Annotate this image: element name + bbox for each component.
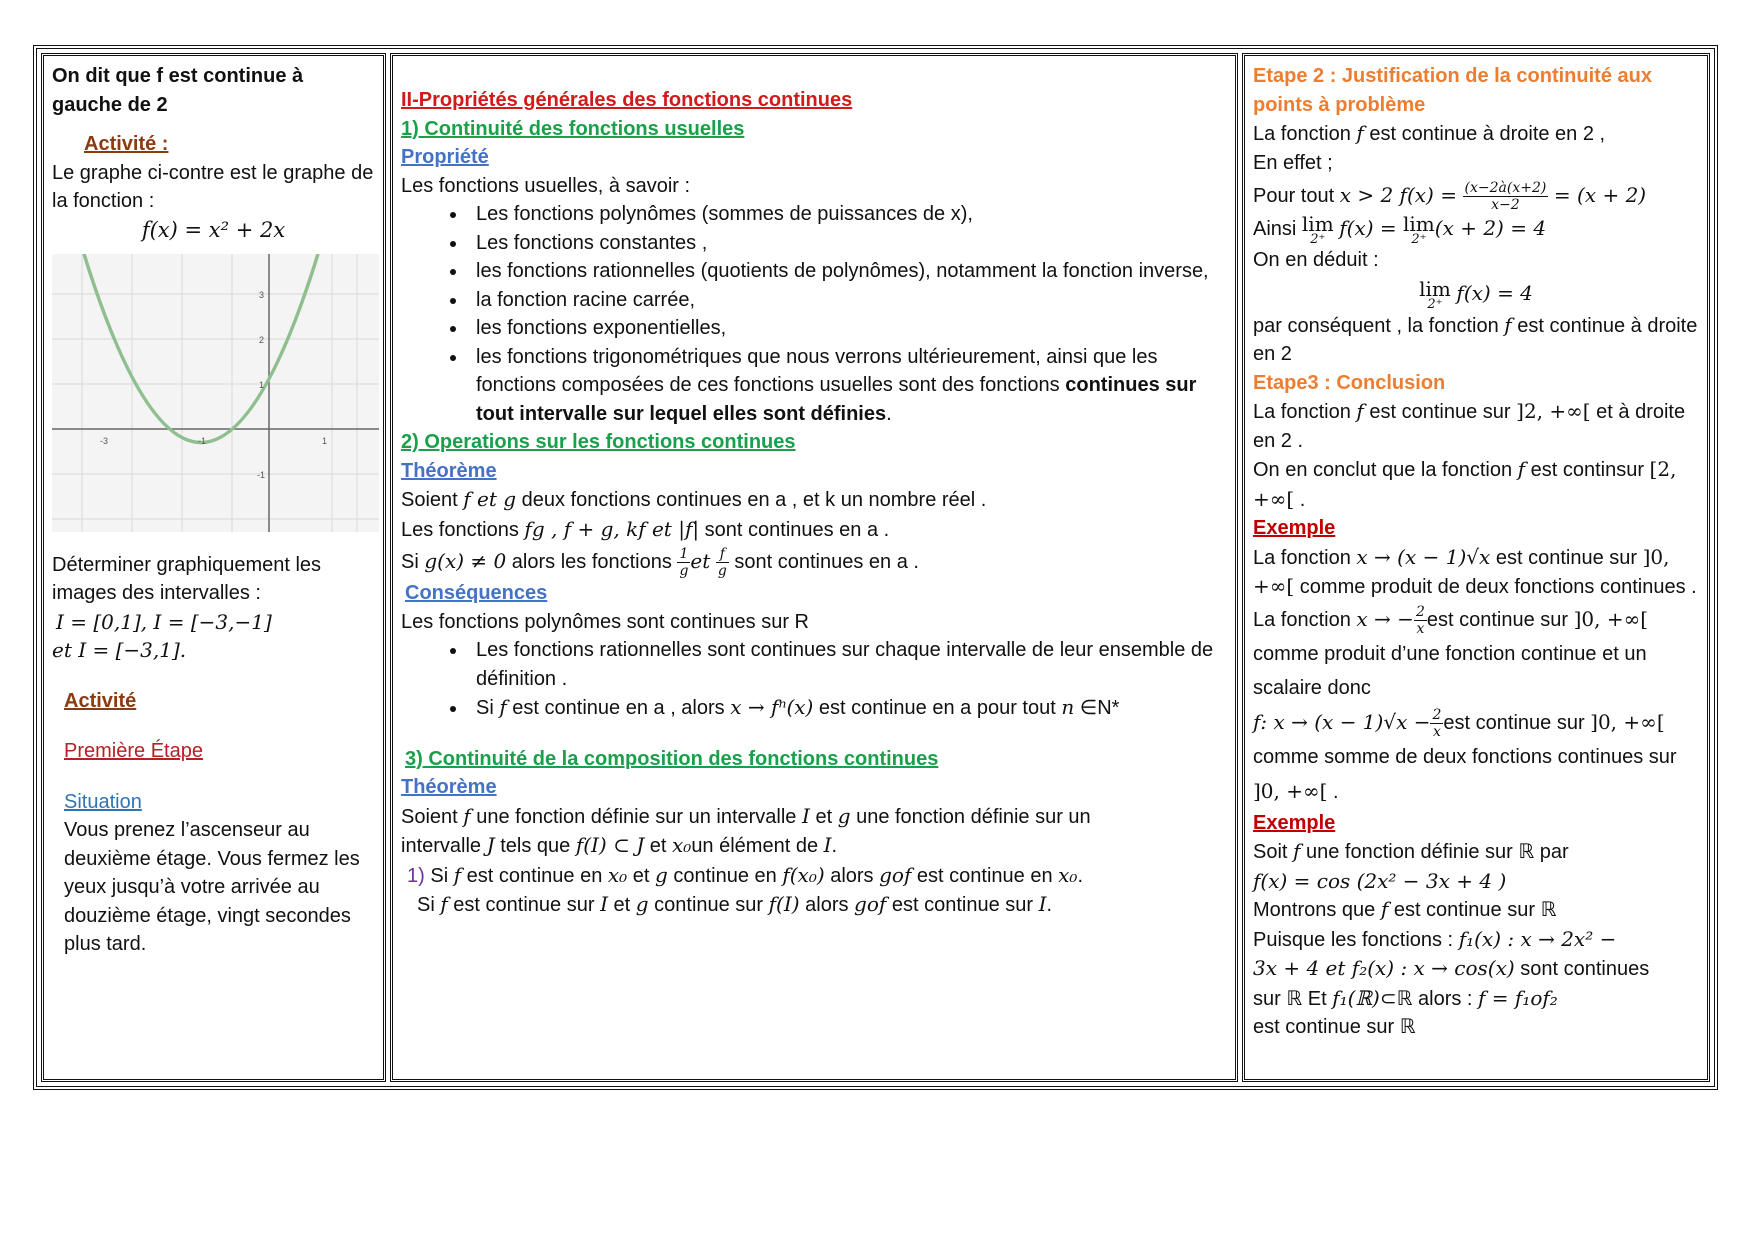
t2-line2: intervalle J tels que f(I) ⊂ J et x₀un élément de I.: [401, 833, 838, 858]
determiner-text: Déterminer graphiquement les images des intervalles :: [52, 553, 322, 604]
ex6-line4: est continue sur ℝ: [1253, 1016, 1416, 1039]
ex5-line: Montrons que f est continue sur ℝ: [1253, 897, 1557, 922]
graph-tick-x-neg1: -1: [198, 436, 207, 446]
usuelles-list: [401, 200, 1227, 428]
column-middle: [390, 53, 1238, 1082]
t2-item2: Si f est continue sur I et g continue sur f(I) alors gof est continue sur I.: [417, 892, 1053, 917]
column-right: [1242, 53, 1710, 1082]
usuelles-intro: Les fonctions usuelles, à savoir :: [401, 174, 691, 197]
graph-tick-x-1: 1: [322, 436, 328, 446]
ex4-line2: f(x) = cos (2x² − 3x + 4 ): [1253, 868, 1507, 893]
t2-item1: 1) Si f est continue en x₀ et g continue en f(x₀) alors gof est continue en x₀.: [407, 862, 1083, 887]
page-frame: [33, 45, 1718, 1090]
consequences-list: [401, 636, 1227, 723]
t1-line2: Les fonctions fg , f + g, kf et |f| sont continues en a .: [401, 516, 890, 541]
column-left: [41, 53, 386, 1082]
en-deduit: On en déduit :: [1253, 249, 1379, 271]
list-item: • Si f est continue en a , alors x → fⁿ(x) est continue en a pour tout n ∈N*: [468, 693, 1227, 723]
etape3-title: Etape3 : Conclusion: [1253, 371, 1446, 394]
parabola-graph: [52, 254, 379, 532]
graph-tick-x-neg3: -3: [100, 436, 109, 446]
etape2-title: Etape 2 : Justification de la continuité aux points à problème: [1253, 65, 1652, 116]
e2-line1: La fonction f est continue à droite en 2 ,: [1253, 121, 1606, 145]
theoreme1-heading: Théorème: [401, 459, 497, 482]
exemple1-heading: Exemple: [1253, 517, 1336, 539]
e2-line2: En effet ;: [1253, 151, 1333, 174]
intervals-line1: I = [0,1], I = [−3,−1]: [56, 609, 272, 634]
col1-title: On dit que f est continue à gauche de 2: [52, 65, 304, 116]
graph-tick-y-neg1: -1: [257, 470, 266, 480]
graph-tick-y-1: 1: [259, 380, 265, 390]
activite2-heading: Activité: [64, 689, 137, 712]
propriete-heading: Propriété: [401, 146, 489, 168]
list-item: • la fonction racine carrée,: [468, 286, 1227, 315]
situation-heading: Situation: [64, 790, 142, 813]
s3-title: 3) Continuité de la composition des fonctions continues: [405, 747, 939, 770]
function-equation: f(x) = x² + 2x: [141, 217, 286, 242]
cons-line: Les fonctions polynômes sont continues sur R: [401, 610, 809, 633]
list-item: • Les fonctions rationnelles sont continues sur chaque intervalle de leur ensemble de définition .: [468, 636, 1227, 693]
ex6-line1: Puisque les fonctions : f₁(x) : x → 2x² −: [1253, 926, 1617, 951]
ex6-line2: 3x + 4 et f₂(x) : x → cos(x) sont continues: [1253, 956, 1650, 981]
conseq-line: par conséquent , la fonction f est continue à droite en 2: [1253, 312, 1698, 365]
e2-line3: Pour tout x > 2 f(x) = $\frac{(x-2à(x+2)}{x-2}$ = (x + 2): [1253, 180, 1647, 214]
premiere-etape: Première Étape: [64, 740, 203, 762]
t1-line1: Soient f et g deux fonctions continues en a , et k un nombre réel .: [401, 487, 987, 511]
ex1-line: La fonction x → (x − 1)√x est continue sur ]0, +∞[ comme produit de deux fonctions continues .: [1253, 544, 1697, 598]
list-item: • Les fonctions constantes ,: [468, 229, 1227, 258]
s1-title: 1) Continuité des fonctions usuelles: [401, 117, 745, 140]
ainsi-line: Ainsi lim 2⁺ f(x) = lim 2⁺ (x + 2) = 4: [1253, 212, 1547, 247]
activite-heading: Activité :: [84, 133, 169, 155]
list-item: • les fonctions trigonométriques que nous verrons ultérieurement, ainsi que les fonctions composées de ces fonctions usuelles sont des fonctions continues sur tout intervalle sur lequel elles sont définies.: [468, 343, 1227, 429]
e3-line2: On en conclut que la fonction f est continsur [2, +∞[ .: [1253, 457, 1677, 511]
list-item: • Les fonctions polynômes (sommes de puissances de x),: [468, 200, 1227, 229]
ex2-line: La fonction x → − $\frac{2}{x}$ est continue sur ]0, +∞[ comme produit d’une fonction continue et un scalaire donc: [1253, 603, 1649, 699]
col1-intro: Le graphe ci-contre est le graphe de la fonction :: [52, 161, 374, 212]
situation-text: Vous prenez l’ascenseur au deuxième étage. Vous fermez les yeux jusqu’à votre arrivée au douzième étage, vingt secondes plus tard.: [64, 819, 360, 955]
s2-title: 2) Operations sur les fonctions continues: [401, 431, 796, 453]
parabola-curve: [84, 254, 318, 443]
exemple2-heading: Exemple: [1253, 811, 1336, 834]
list-item: • les fonctions exponentielles,: [468, 314, 1227, 343]
e3-line1: La fonction f est continue sur ]2, +∞[ et à droite en 2 .: [1253, 399, 1686, 452]
list-item: • les fonctions rationnelles (quotients de polynômes), notamment la fonction inverse,: [468, 257, 1227, 286]
intervals-line2: et I = [−3,1].: [52, 638, 187, 662]
theoreme2-heading: Théorème: [401, 776, 497, 799]
deduit-limit: lim 2⁺ f(x) = 4: [1419, 276, 1533, 312]
t1-line3: Si g(x) ≠ 0 alors les fonctions $\frac{1}{g}$ et $\frac{f}{g}$ sont continues en a .: [401, 546, 919, 580]
section-title: II-Propriétés générales des fonctions continues: [401, 89, 853, 111]
t2-line1: Soient f une fonction définie sur un intervalle I et g une fonction définie sur un: [401, 803, 1091, 828]
ex4-line1: Soit f une fonction définie sur ℝ par: [1253, 839, 1569, 864]
ex3-line: f: x → (x − 1)√x − $\frac{2}{x}$ est continue sur ]0, +∞[ comme somme de deux fonctions continues sur ]0, +∞[ .: [1253, 706, 1677, 803]
graph-tick-y-2: 2: [259, 335, 265, 345]
ex6-line3: sur ℝ Et f₁(ℝ)⊂ℝ alors : f = f₁of₂: [1253, 985, 1558, 1010]
consequences-heading: Conséquences: [405, 582, 548, 605]
graph-tick-y-3: 3: [259, 290, 265, 300]
